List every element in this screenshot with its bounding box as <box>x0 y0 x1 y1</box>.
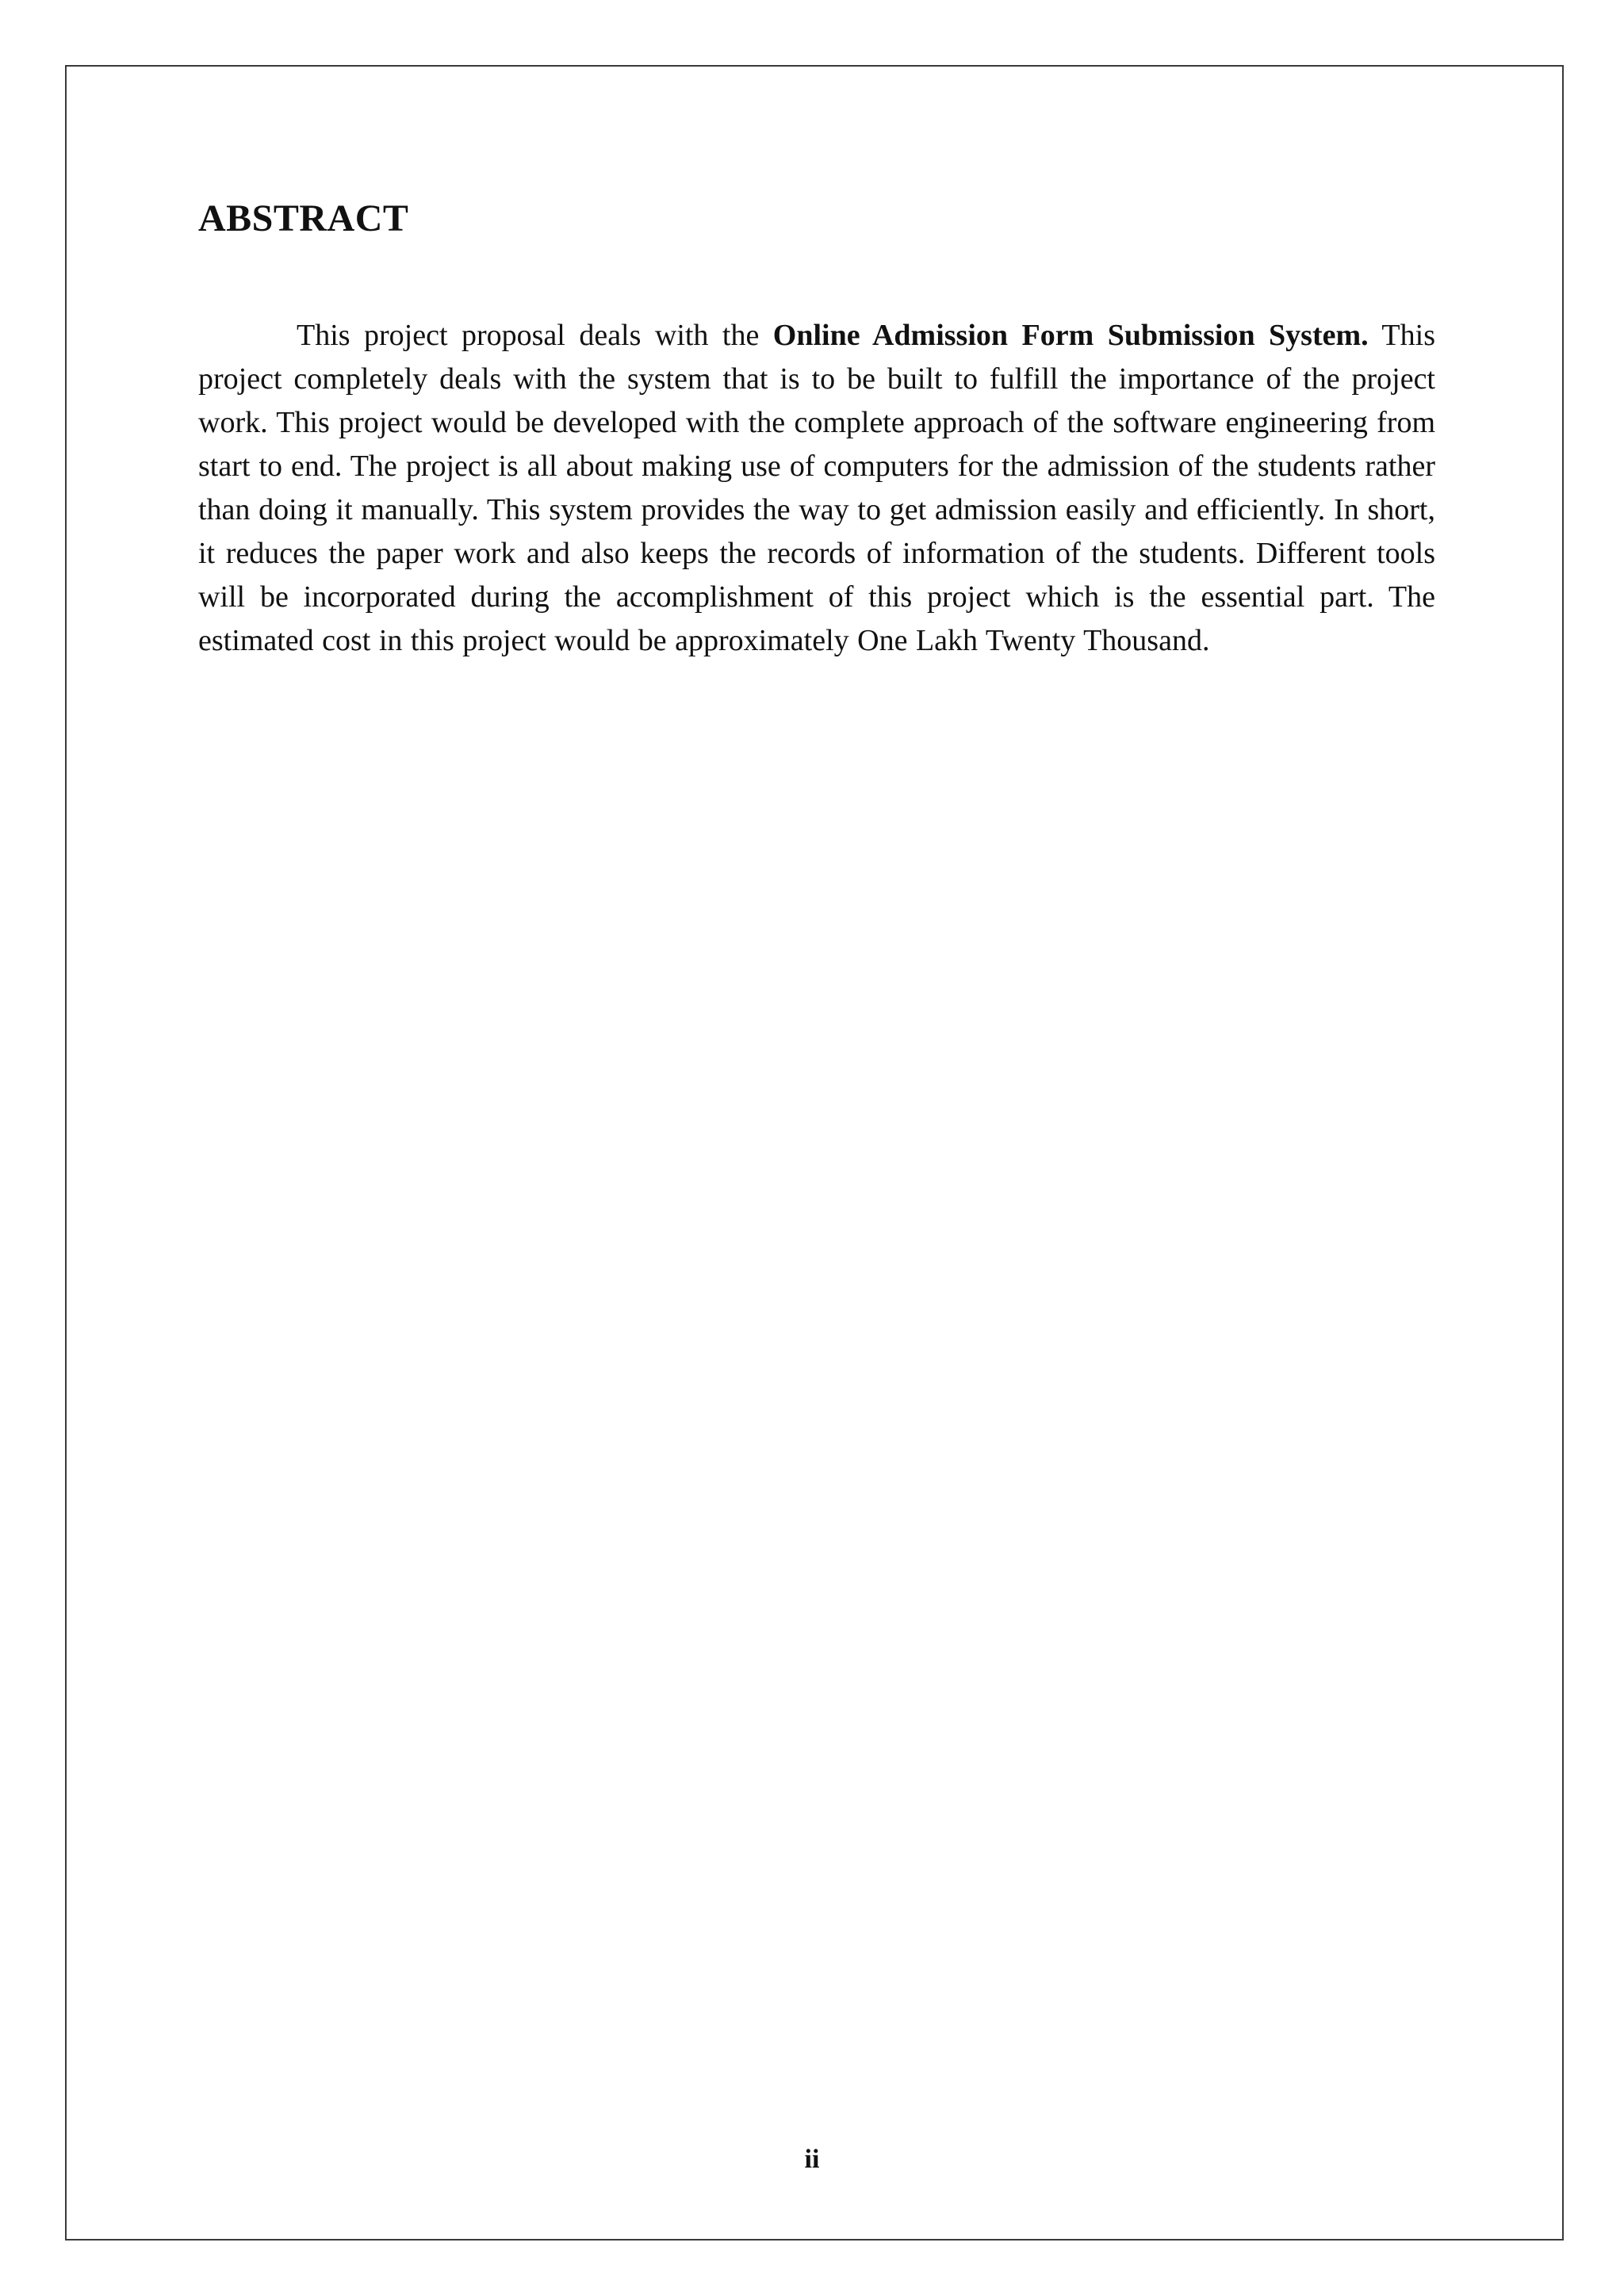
paragraph-body-text: This project completely deals with the system that is to be built to fulfill the importance of the project work. This project would be developed with the complete approach of the software engineering from start to end. The project is all about making use of computers for the admission of the students rather than doing it manually. This system provides the way to get admission easily and efficiently. In short, it reduces the paper work and also keeps the records of information of the students. Different tools will be incorporated during the accomplishment of this project which is the essential part. The estimated cost in this project would be approximately One Lakh Twenty Thousand. <box>198 319 1435 657</box>
abstract-paragraph <box>198 314 1435 663</box>
page-number: ii <box>804 2145 820 2174</box>
abstract-heading: ABSTRACT <box>198 197 409 239</box>
system-name-emphasis: Online Admission Form Submission System. <box>772 319 1369 352</box>
paragraph-intro-text: This project proposal deals with the <box>297 319 773 352</box>
